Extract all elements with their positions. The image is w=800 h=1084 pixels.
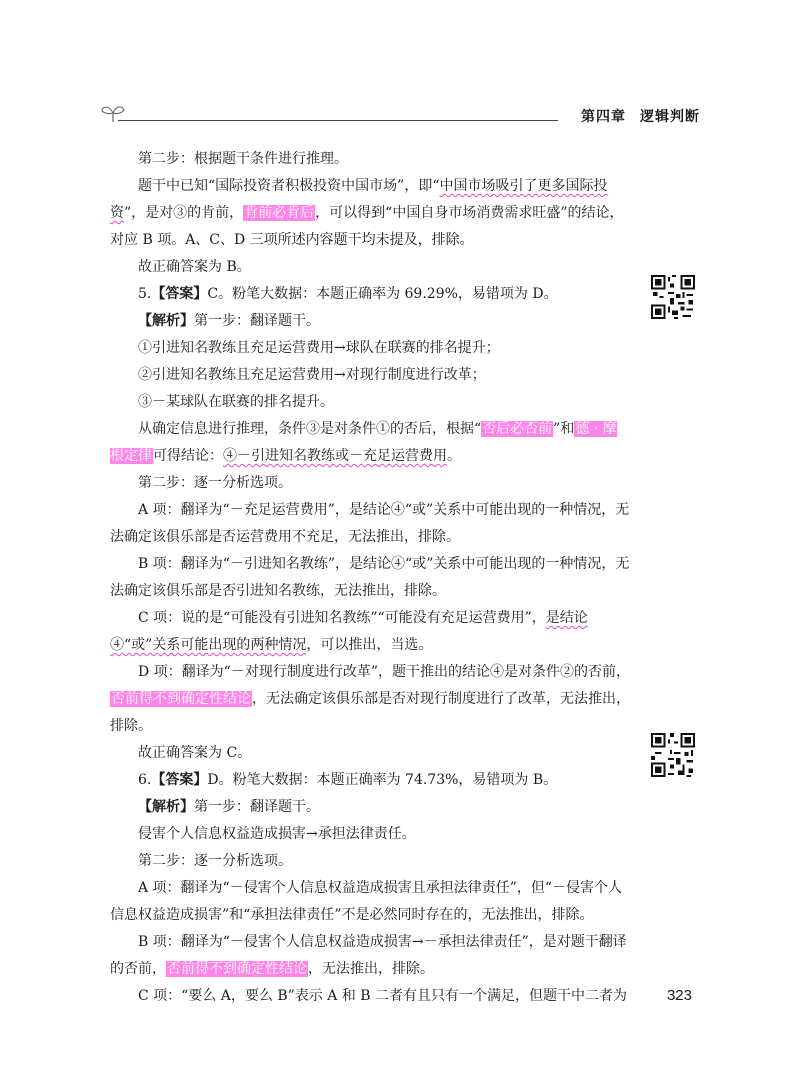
option-d (110, 659, 630, 740)
page-body (110, 146, 630, 1010)
analysis-6 (110, 794, 630, 821)
option-c (110, 605, 630, 659)
analysis-5 (110, 308, 630, 335)
paragraph: 第二步：逐一分析选项。 (138, 475, 292, 491)
analysis-text: 第一步：翻译题干。 (194, 799, 320, 815)
text: 。 (447, 448, 461, 464)
text: D 项：翻译为“－对现行制度进行改革”，题干推出的结论④是对条件②的否前， (138, 664, 630, 680)
option-a: A 项：翻译为“－侵害个人信息权益造成损害且承担法律责任”，但“－侵害个人信息权益造成损害”和“承担法律责任”不是必然同时存在的，无法推出，排除。 (110, 880, 623, 923)
text: C 项：说的是“可能没有引进知名教练”“可能没有充足运营费用”， (138, 610, 546, 626)
paragraph: 第二步：根据题干条件进行推理。 (138, 151, 348, 167)
qr-code-icon[interactable] (651, 275, 695, 319)
option-b (110, 929, 630, 983)
text: ，可以推出，当选。 (306, 637, 433, 653)
analysis-text: 第一步：翻译题干。 (194, 313, 320, 329)
condition: 侵害个人信息权益造成损害→承担法律责任。 (138, 826, 416, 842)
highlight-link[interactable]: 肯前必肯后 (244, 205, 315, 221)
text: 可得结论： (153, 448, 223, 464)
text: ，可以得到“中国自身市场消费需求旺盛”的结论，对应 B 项。A、C、D 三项所述内容题干均未提及，排除。 (110, 205, 624, 248)
answer-6 (110, 767, 630, 794)
paragraph (110, 416, 630, 470)
text: ”和 (553, 421, 575, 437)
paragraph: 第二步：逐一分析选项。 (138, 853, 292, 869)
underlined-text: 是结论④“或”关系可能出现的两种情况 (110, 610, 588, 653)
option-b: B 项：翻译为“－引进知名教练”，是结论④“或”关系中可能出现的一种情况，无法确定该俱乐部是否引进知名教练，无法推出，排除。 (110, 556, 630, 599)
paragraph: 故正确答案为 C。 (138, 745, 252, 761)
text: ”，是对③的肯前， (124, 205, 244, 221)
answer-text: C。粉笔大数据：本题正确率为 69.29%，易错项为 D。 (207, 286, 558, 302)
highlight-link[interactable]: 否前得不到确定性结论 (167, 961, 307, 977)
paragraph (110, 173, 630, 254)
condition: ②引进知名教练且充足运营费用→对现行制度进行改革； (138, 367, 486, 383)
condition: ①引进知名教练且充足运营费用→球队在联赛的排名提升； (138, 340, 500, 356)
answer-label: 【答案】 (151, 772, 208, 788)
underlined-text: ④－引进知名教练或－充足运营费用 (223, 448, 447, 464)
chapter-number: 第四章 (581, 109, 626, 125)
analysis-label: 【解析】 (138, 799, 194, 815)
text: ，无法推出，排除。 (308, 961, 434, 977)
header-rule (118, 120, 558, 121)
text: 从确定信息进行推理，条件③是对条件①的否后，根据“ (138, 421, 482, 437)
answer-text: D。粉笔大数据：本题正确率为 74.73%，易错项为 B。 (207, 772, 558, 788)
highlight-link[interactable]: 德 · 摩根定律 (110, 421, 617, 464)
page-number: 323 (666, 987, 692, 1004)
highlight-link[interactable]: 否后必否前 (482, 421, 553, 437)
text: B 项：翻译为“－侵害个人信息权益造成损害→－承担法律责任”，是对题干翻译的否前， (110, 934, 627, 977)
condition: ③－某球队在联赛的排名提升。 (138, 394, 334, 410)
paragraph: 故正确答案为 B。 (138, 259, 251, 275)
qr-code-icon[interactable] (651, 733, 695, 777)
text: 题干中已知“国际投资者积极投资中国市场”，即“ (138, 178, 440, 194)
answer-label: 【答案】 (151, 286, 208, 302)
question-number: 5. (138, 286, 152, 302)
section-name: 逻辑判断 (640, 109, 700, 125)
highlight-link[interactable]: 否前得不到确定性结论 (111, 691, 251, 707)
question-number: 6. (138, 772, 152, 788)
chapter-title (567, 106, 700, 126)
text: ，无法确定该俱乐部是否对现行制度进行了改革，无法推出，排除。 (110, 691, 630, 734)
underlined-text: 中国市场吸引了更多国际投资 (110, 178, 608, 221)
analysis-label: 【解析】 (138, 313, 194, 329)
answer-5 (110, 281, 630, 308)
page-header (100, 98, 700, 134)
option-a: A 项：翻译为“－充足运营费用”，是结论④“或”关系中可能出现的一种情况，无法确定该俱乐部是否运营费用不充足，无法推出，排除。 (110, 502, 630, 545)
option-c: C 项：“要么 A，要么 B”表示 A 和 B 二者有且只有一个满足，但题干中二者为 (138, 988, 627, 1004)
